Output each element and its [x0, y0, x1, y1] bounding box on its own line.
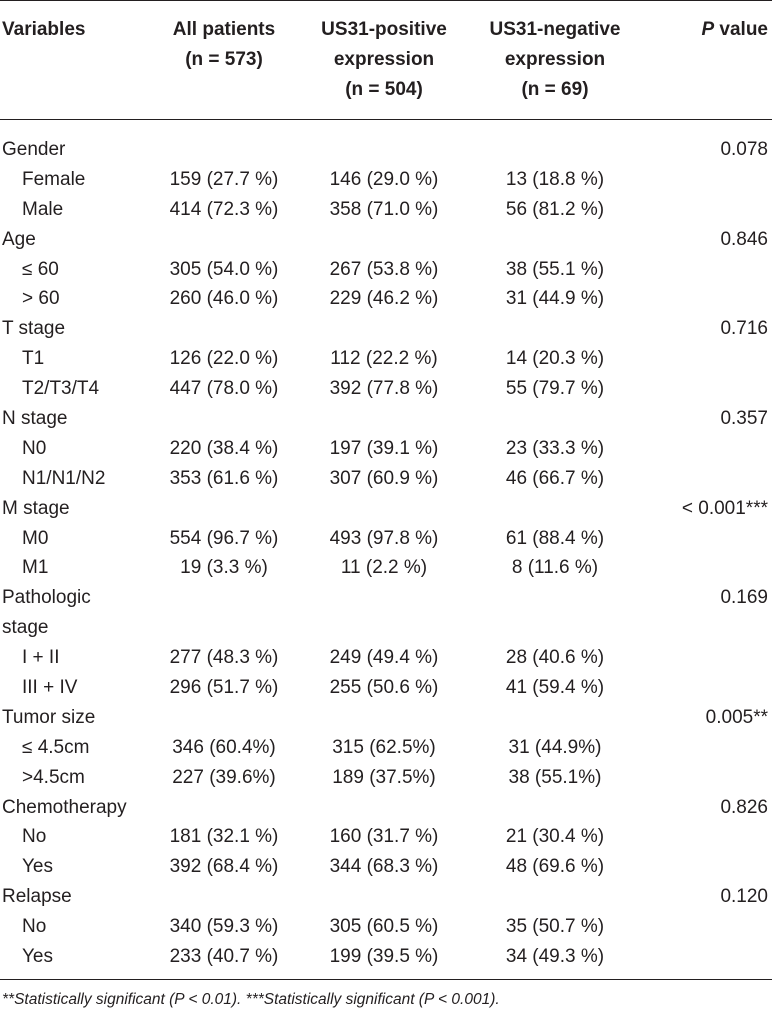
variable-cell: I + II [22, 647, 60, 669]
table-row [0, 374, 772, 404]
us31-positive-cell: 267 (53.8 %) [329, 258, 439, 280]
variable-cell: T1 [22, 348, 45, 370]
all-patients-cell: 277 (48.3 %) [169, 647, 279, 669]
all-patients-cell: 353 (61.6 %) [169, 467, 279, 489]
us31-positive-cell: 199 (39.5 %) [329, 946, 439, 968]
all-patients-cell: 305 (54.0 %) [169, 258, 279, 280]
variable-cell: Gender [2, 139, 66, 160]
table-row [0, 284, 772, 314]
header-p-value [701, 15, 768, 45]
header-us31-negative-line3: (n = 69) [521, 79, 589, 100]
table-row [0, 852, 772, 882]
all-patients-cell: 19 (3.3 %) [180, 557, 268, 579]
all-patients-cell: 260 (46.0 %) [169, 288, 279, 310]
table-row [0, 942, 772, 972]
variable-cell: Pathologic [2, 587, 91, 609]
variable-cell: N1/N1/N2 [22, 467, 106, 489]
table-row [0, 434, 772, 464]
us31-negative-cell: 55 (79.7 %) [505, 378, 605, 400]
table-row [0, 793, 772, 823]
p-value-cell: < 0.001*** [681, 497, 768, 519]
table-row [0, 524, 772, 554]
variable-cell: N0 [22, 437, 47, 459]
us31-negative-cell: 21 (30.4 %) [505, 826, 605, 848]
all-patients-cell: 126 (22.0 %) [169, 348, 279, 370]
header-us31-negative-line2: expression [504, 49, 606, 70]
us31-negative-cell: 14 (20.3 %) [505, 348, 605, 370]
variable-cell: >4.5cm [22, 766, 85, 788]
all-patients-cell: 447 (78.0 %) [169, 378, 279, 400]
header-us31-positive-line2: expression [333, 49, 435, 70]
table-row [0, 703, 772, 733]
variable-cell: ≤ 4.5cm [22, 736, 90, 758]
table-row [0, 255, 772, 285]
us31-positive-cell: 189 (37.5%) [332, 766, 436, 788]
header-all-patients-line1: All patients [172, 19, 276, 40]
all-patients-cell: 220 (38.4 %) [169, 437, 279, 459]
variable-cell: Age [2, 228, 36, 250]
us31-positive-cell: 344 (68.3 %) [329, 856, 439, 878]
table-row [0, 195, 772, 225]
us31-negative-cell: 56 (81.2 %) [505, 198, 605, 220]
table-row [0, 613, 772, 643]
us31-negative-cell: 61 (88.4 %) [505, 527, 605, 549]
table-row [0, 344, 772, 374]
us31-negative-cell: 8 (11.6 %) [511, 557, 599, 579]
variable-cell: Tumor size [2, 706, 96, 728]
header-variables-text: Variables [2, 19, 86, 40]
variable-cell: Chemotherapy [2, 796, 127, 818]
table-row [0, 404, 772, 434]
table-row [0, 882, 772, 912]
us31-positive-cell: 160 (31.7 %) [329, 826, 439, 848]
table-row [0, 643, 772, 673]
variable-cell: Yes [22, 856, 53, 878]
us31-positive-cell: 11 (2.2 %) [340, 557, 428, 579]
table-row [0, 225, 772, 255]
variable-cell: No [22, 826, 47, 848]
table-row [0, 314, 772, 344]
table-row [0, 733, 772, 763]
table-row [0, 165, 772, 195]
table-row [0, 583, 772, 613]
p-value-cell: 0.716 [720, 318, 768, 340]
us31-positive-cell: 315 (62.5%) [332, 736, 436, 758]
us31-positive-cell: 112 (22.2 %) [330, 348, 438, 370]
table-header [0, 0, 772, 120]
us31-negative-cell: 38 (55.1%) [508, 766, 602, 788]
all-patients-cell: 554 (96.7 %) [169, 527, 279, 549]
table-body [0, 135, 772, 972]
us31-negative-cell: 41 (59.4 %) [505, 677, 605, 699]
table-row [0, 494, 772, 524]
us31-positive-cell: 358 (71.0 %) [329, 198, 439, 220]
variable-cell: Female [22, 168, 86, 190]
header-p-italic: P [701, 19, 715, 40]
variable-cell: > 60 [22, 288, 60, 310]
p-value-cell: 0.169 [720, 587, 768, 609]
us31-positive-cell: 249 (49.4 %) [329, 647, 439, 669]
table-row [0, 464, 772, 494]
header-us31-negative-line1: US31-negative [489, 19, 621, 40]
p-value-cell: 0.078 [720, 139, 768, 160]
variable-cell: T2/T3/T4 [22, 378, 100, 400]
variable-cell: T stage [2, 318, 66, 340]
us31-positive-cell: 305 (60.5 %) [329, 916, 439, 938]
us31-positive-cell: 255 (50.6 %) [329, 677, 439, 699]
us31-positive-cell: 307 (60.9 %) [329, 467, 439, 489]
variable-cell: stage [2, 617, 49, 639]
variable-cell: No [22, 916, 47, 938]
table-row [0, 912, 772, 942]
header-us31-positive-line3: (n = 504) [345, 79, 423, 100]
p-value-cell: 0.357 [720, 408, 768, 430]
all-patients-cell: 414 (72.3 %) [169, 198, 279, 220]
us31-negative-cell: 31 (44.9 %) [505, 288, 605, 310]
table-footer [0, 979, 772, 1008]
all-patients-cell: 340 (59.3 %) [169, 916, 279, 938]
all-patients-cell: 181 (32.1 %) [169, 826, 279, 848]
all-patients-cell: 392 (68.4 %) [169, 856, 279, 878]
us31-negative-cell: 48 (69.6 %) [505, 856, 605, 878]
all-patients-cell: 296 (51.7 %) [169, 677, 279, 699]
p-value-cell: 0.846 [720, 228, 768, 250]
p-value-cell: 0.826 [720, 796, 768, 818]
all-patients-cell: 159 (27.7 %) [169, 168, 279, 190]
table-row [0, 553, 772, 583]
us31-positive-cell: 146 (29.0 %) [329, 168, 439, 190]
us31-negative-cell: 34 (49.3 %) [505, 946, 605, 968]
table-row [0, 822, 772, 852]
header-us31-positive [300, 15, 468, 105]
us31-negative-cell: 31 (44.9%) [508, 736, 602, 758]
p-value-cell: 0.005** [705, 706, 768, 728]
us31-negative-cell: 28 (40.6 %) [505, 647, 605, 669]
table-row [0, 763, 772, 793]
variable-cell: Relapse [2, 886, 72, 908]
us31-negative-cell: 13 (18.8 %) [505, 168, 605, 190]
variable-cell: M1 [22, 557, 49, 579]
header-all-patients [140, 15, 308, 75]
p-value-cell: 0.120 [720, 886, 768, 908]
footnote: **Statistically significant (P < 0.01). ***Statistically significant (P < 0.001). [2, 991, 500, 1008]
variable-cell: III + IV [22, 677, 78, 699]
header-all-patients-line2: (n = 573) [185, 49, 263, 70]
variable-cell: M stage [2, 497, 70, 519]
variable-cell: M0 [22, 527, 49, 549]
header-variables [2, 15, 85, 45]
us31-negative-cell: 38 (55.1 %) [505, 258, 605, 280]
table-row [0, 673, 772, 703]
us31-positive-cell: 392 (77.8 %) [329, 378, 439, 400]
us31-positive-cell: 197 (39.1 %) [329, 437, 439, 459]
header-us31-negative [460, 15, 650, 105]
all-patients-cell: 346 (60.4%) [172, 736, 276, 758]
variable-cell: Male [22, 198, 64, 220]
header-p-rest: value [714, 19, 768, 40]
header-us31-positive-line1: US31-positive [321, 19, 447, 40]
table-row [0, 135, 772, 165]
variable-cell: N stage [2, 408, 68, 430]
header-p-value-text [701, 19, 768, 40]
us31-negative-cell: 23 (33.3 %) [505, 437, 605, 459]
us31-positive-cell: 493 (97.8 %) [329, 527, 439, 549]
all-patients-cell: 227 (39.6%) [172, 766, 276, 788]
us31-positive-cell: 229 (46.2 %) [329, 288, 439, 310]
us31-negative-cell: 46 (66.7 %) [505, 467, 605, 489]
us31-negative-cell: 35 (50.7 %) [505, 916, 605, 938]
all-patients-cell: 233 (40.7 %) [169, 946, 279, 968]
variable-cell: ≤ 60 [22, 258, 59, 280]
variable-cell: Yes [22, 946, 53, 968]
